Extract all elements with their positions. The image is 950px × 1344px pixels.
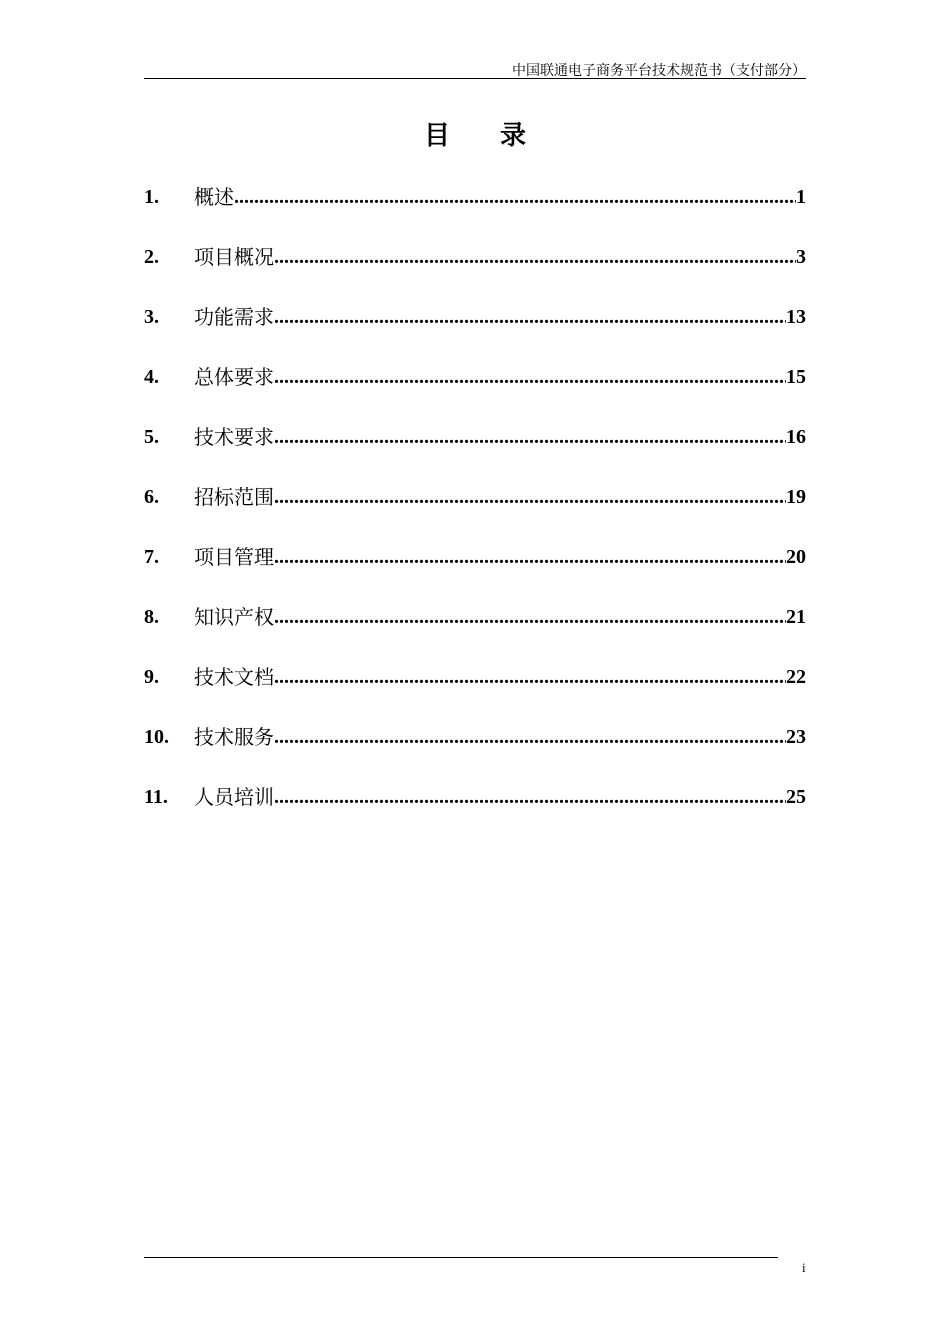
toc-entry-number: 3.: [144, 306, 159, 328]
toc-entry-number: 2.: [144, 246, 159, 268]
toc-entry-page: 16: [786, 426, 806, 448]
toc-title-char-1: 目: [423, 121, 450, 151]
toc-dot-leader: [274, 302, 786, 332]
toc-entry[interactable]: [144, 482, 806, 542]
toc-entry-label: 功能需求: [194, 305, 274, 329]
toc-dot-leader: [274, 242, 796, 272]
toc-entry-label: 技术要求: [194, 425, 274, 449]
toc-entry-number: 7.: [144, 546, 159, 568]
toc-dot-leader: [234, 182, 796, 212]
toc-entry-page: 3: [796, 246, 806, 268]
toc-dot-leader: [274, 782, 786, 812]
toc-entry-number: 10.: [144, 726, 169, 748]
toc-dot-leader: [274, 662, 786, 692]
toc-entry-number: 1.: [144, 186, 159, 208]
toc-entry-page: 22: [786, 666, 806, 688]
toc-entry-label: 知识产权: [194, 605, 274, 629]
toc-entry-page: 25: [786, 786, 806, 808]
toc-dot-leader: [274, 722, 786, 752]
toc-entry[interactable]: [144, 782, 806, 842]
toc-entry-number: 5.: [144, 426, 159, 448]
footer-page-number: i: [802, 1260, 806, 1275]
toc-entry-label: 人员培训: [194, 785, 274, 809]
toc-entry[interactable]: [144, 362, 806, 422]
toc-entry[interactable]: [144, 542, 806, 602]
toc-entry-number: 6.: [144, 486, 159, 508]
toc-entry-label: 项目管理: [194, 545, 274, 569]
toc-dot-leader: [274, 482, 786, 512]
toc-entry-label: 技术文档: [194, 665, 274, 689]
toc-entry-page: 15: [786, 366, 806, 388]
toc-title: [0, 115, 950, 152]
toc-entry-label: 招标范围: [194, 485, 274, 509]
toc-entry-page: 19: [786, 486, 806, 508]
toc-entry-page: 23: [786, 726, 806, 748]
toc-entry-label: 项目概况: [194, 245, 274, 269]
toc-entry-page: 1: [796, 186, 806, 208]
toc-entry-page: 21: [786, 606, 806, 628]
toc-entry-number: 11.: [144, 786, 168, 808]
footer-divider: [144, 1257, 778, 1258]
toc-entry-number: 4.: [144, 366, 159, 388]
toc-entry[interactable]: [144, 722, 806, 782]
header-divider: [144, 78, 806, 79]
toc-entry-label: 概述: [194, 185, 234, 209]
toc-entry-number: 8.: [144, 606, 159, 628]
toc-entry[interactable]: [144, 302, 806, 362]
toc-entry-page: 13: [786, 306, 806, 328]
toc-dot-leader: [274, 542, 786, 572]
toc-entry[interactable]: [144, 662, 806, 722]
running-header: 中国联通电子商务平台技术规范书（支付部分）: [512, 63, 806, 79]
toc-title-char-2: 录: [500, 121, 527, 151]
toc-entry-label: 技术服务: [194, 725, 274, 749]
toc-entry-label: 总体要求: [194, 365, 274, 389]
toc-dot-leader: [274, 422, 786, 452]
toc-list: [144, 182, 806, 842]
toc-entry[interactable]: [144, 182, 806, 242]
toc-entry[interactable]: [144, 422, 806, 482]
toc-entry-page: 20: [786, 546, 806, 568]
toc-entry[interactable]: [144, 242, 806, 302]
toc-dot-leader: [274, 362, 786, 392]
toc-entry[interactable]: [144, 602, 806, 662]
toc-entry-number: 9.: [144, 666, 159, 688]
toc-dot-leader: [274, 602, 786, 632]
